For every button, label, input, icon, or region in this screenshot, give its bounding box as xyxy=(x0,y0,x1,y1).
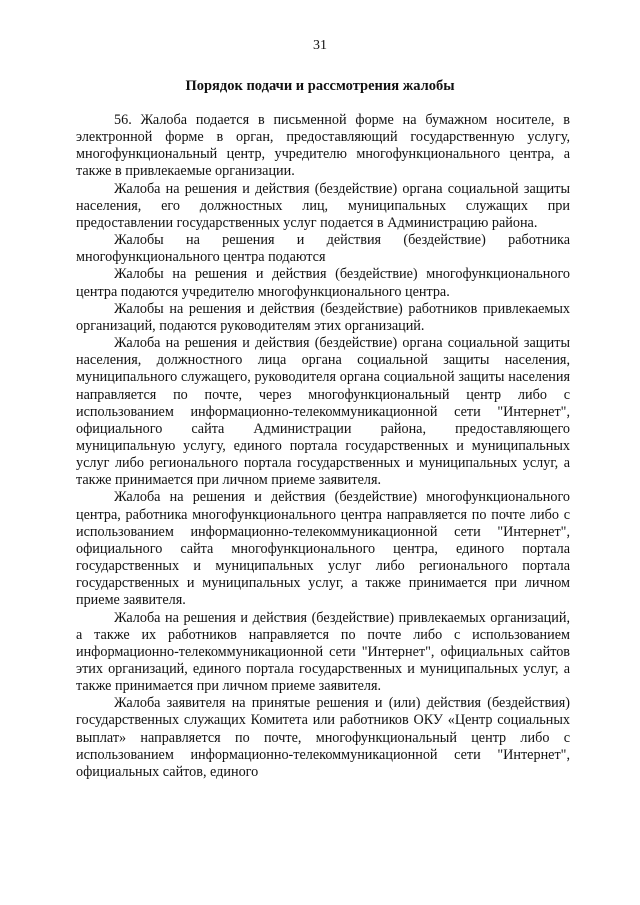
paragraph: Жалоба на решения и действия (бездействие) многофункционального центра, работника многофункционального центра направляется по почте либо с использованием информационно-телекоммуникационной сети "Интернет", официального сайта многофункционального центра, единого портала государственных и муниципальных услуг либо регионального портала государственных и муниципальных услуг, а также принимается при личном приеме заявителя. xyxy=(76,489,570,609)
paragraph: Жалобы на решения и действия (бездействие) работников привлекаемых организаций, подаются руководителям этих организаций. xyxy=(76,300,570,334)
page-number: 31 xyxy=(313,38,327,53)
paragraph: Жалоба на решения и действия (бездействие) привлекаемых организаций, а также их работников направляется по почте либо с использованием информационно-телекоммуникационной сети "Интернет", официальных сайтов этих организаций, единого портала государственных и муниципальных услуг, а также принимается при личном приеме заявителя. xyxy=(76,609,570,695)
paragraph: Жалоба на решения и действия (бездействие) органа социальной защиты населения, должностного лица органа социальной защиты населения, муниципального служащего, руководителя органа социальной защиты населения направляется по почте, через многофункциональный центр либо с использованием информационно-телекоммуникационной сети "Интернет", официального сайта Администрации района, предоставляющего муниципальную услугу, единого портала государственных и муниципальных услуг либо регионального портала государственных и муниципальных услуг, а также принимается при личном приеме заявителя. xyxy=(76,335,570,489)
paragraph: Жалоба заявителя на принятые решения и (или) действия (бездействия) государственных служащих Комитета или работников ОКУ «Центр социальных выплат» направляется по почте, многофункциональный центр либо с использованием информационно-телекоммуникационной сети "Интернет", официальных сайтов, единого xyxy=(76,695,570,780)
paragraph: Жалоба на решения и действия (бездействие) органа социальной защиты населения, его должностных лиц, муниципальных служащих при предоставлении государственных услуг подается в Администрацию района. xyxy=(76,180,570,231)
paragraph: 56. Жалоба подается в письменной форме на бумажном носителе, в электронной форме в орган, предоставляющий государственную услугу, многофункциональный центр, учредителю многофункционального центра, а также в привлекаемые организации. xyxy=(76,112,570,180)
document-body xyxy=(76,112,570,781)
paragraph: Жалобы на решения и действия (бездействие) работника многофункционального центра подаются xyxy=(76,232,570,266)
section-title: Порядок подачи и рассмотрения жалобы xyxy=(185,78,455,94)
paragraph: Жалобы на решения и действия (бездействие) многофункционального центра подаются учредителю многофункционального центра. xyxy=(76,266,570,300)
